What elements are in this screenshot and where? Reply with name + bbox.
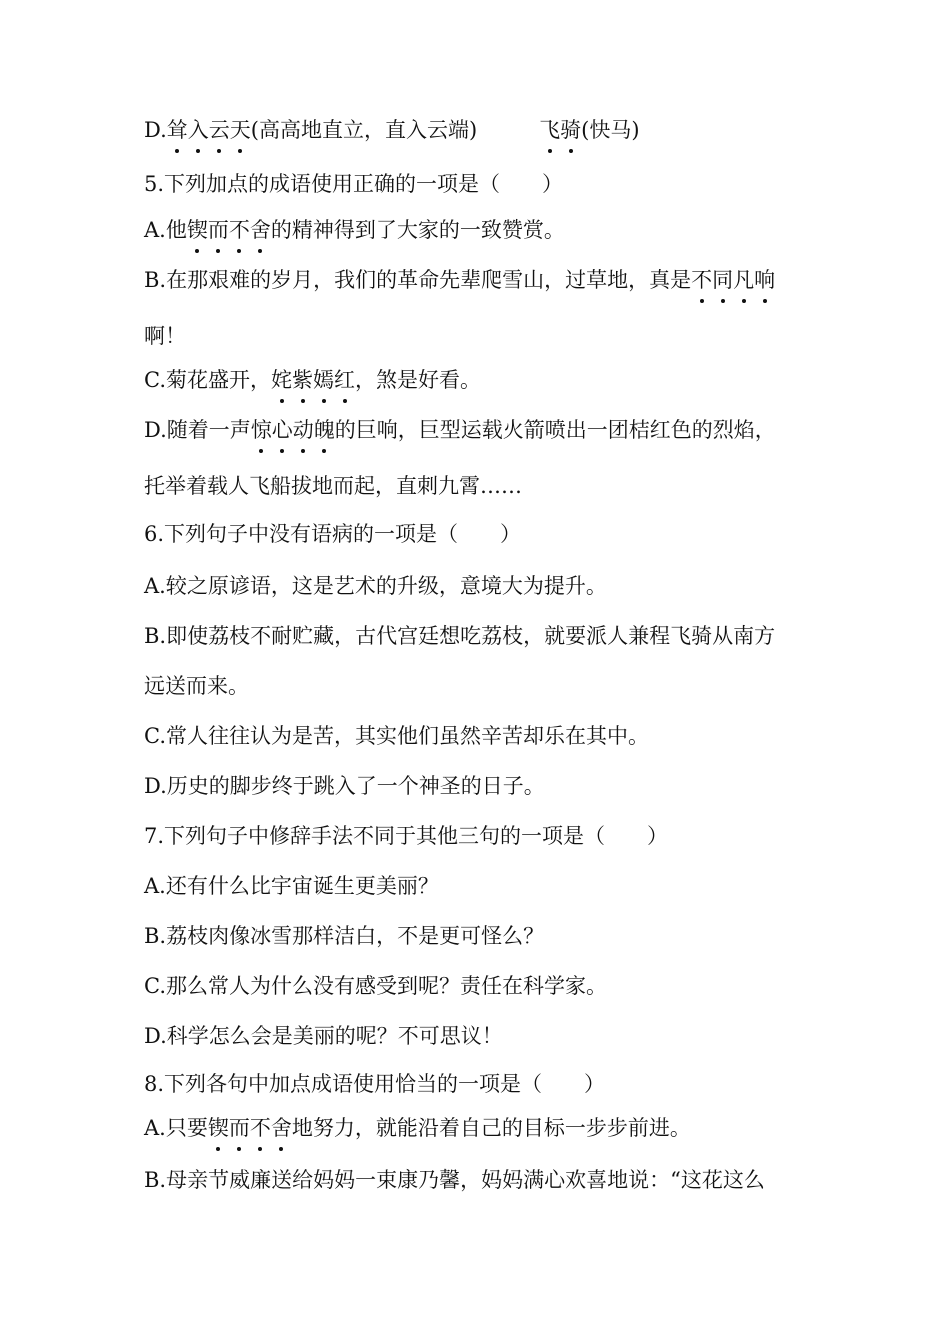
emphasis-char: 不 [249,1116,271,1140]
emphasis-char: 响 [754,268,776,292]
emphasis-char: 嫣 [313,368,334,392]
q7-stem: 7.下列句子中修辞手法不同于其他三句的一项是（ ） [144,824,669,848]
emphasis-char: 魄 [313,418,335,442]
q8-option-a: A.只要锲而不舍地努力，就能沿着自己的目标一步步前进。 [144,1116,691,1140]
q5-option-d-cont: 托举着载人飞船拔地而起，直刺九霄…… [144,474,522,498]
dotted-idiom [208,1116,292,1140]
dotted-word [539,118,581,142]
q6-option-a: A.较之原谚语，这是艺术的升级，意境大为提升。 [144,574,607,598]
emphasis-char: 舍 [270,1116,292,1140]
q7-option-d: D.科学怎么会是美丽的呢？不可思议！ [144,1024,503,1048]
q5-option-a: A.他锲而不舍的精神得到了大家的一致赞赏。 [144,218,565,242]
emphasis-char: 凡 [733,268,755,292]
q8-stem: 8.下列各句中加点成语使用恰当的一项是（ ） [144,1072,606,1096]
emphasis-char: 飞 [539,118,561,142]
emphasis-char: 紫 [292,368,313,392]
dotted-word [167,118,251,142]
emphasis-char: 动 [292,418,314,442]
dotted-idiom [187,218,271,242]
emphasis-char: 骑 [560,118,582,142]
q6-option-c: C.常人往往认为是苦，其实他们虽然辛苦却乐在其中。 [144,724,649,748]
emphasis-char: 红 [334,368,355,392]
emphasis-char: 不 [228,218,250,242]
emphasis-char: 锲 [186,218,208,242]
q6-option-b: B.即使荔枝不耐贮藏，古代宫廷想吃荔枝，就要派人兼程飞骑从南方 [144,624,776,648]
q6-option-d: D.历史的脚步终于跳入了一个神圣的日子。 [144,774,545,798]
q5-option-b-cont: 啊！ [144,324,186,348]
q4-option-d: D.耸入云天(高高地直立，直入云端) 飞骑(快马) [144,118,640,142]
emphasis-char: 而 [228,1116,250,1140]
q7-option-c: C.那么常人为什么没有感受到呢？责任在科学家。 [144,974,607,998]
emphasis-char: 同 [712,268,734,292]
q8-option-b: B.母亲节威廉送给妈妈一束康乃馨，妈妈满心欢喜地说：“这花这么 [144,1168,765,1192]
emphasis-char: 而 [207,218,229,242]
emphasis-char: 姹 [271,368,292,392]
q5-option-c: C.菊花盛开，姹紫嫣红，煞是好看。 [144,368,481,392]
q5-option-b: B.在那艰难的岁月，我们的革命先辈爬雪山，过草地，真是不同凡响 [144,268,776,292]
dotted-idiom [271,368,355,392]
q5-option-d: D.随着一声惊心动魄的巨响，巨型运载火箭喷出一团桔红色的烈焰， [144,418,776,442]
q7-option-b: B.荔枝肉像冰雪那样洁白，不是更可怪么？ [144,924,545,948]
q6-option-b-cont: 远送而来。 [144,674,249,698]
emphasis-char: 心 [271,418,293,442]
dotted-idiom [691,268,775,292]
emphasis-char: 耸 [166,118,188,142]
q7-option-a: A.还有什么比宇宙诞生更美丽？ [144,874,439,898]
q6-stem: 6.下列句子中没有语病的一项是（ ） [144,522,522,546]
emphasis-char: 锲 [207,1116,229,1140]
emphasis-char: 惊 [250,418,272,442]
q5-stem: 5.下列加点的成语使用正确的一项是（ ） [144,172,564,196]
emphasis-char: 不 [691,268,713,292]
emphasis-char: 云 [208,118,230,142]
dotted-idiom [251,418,335,442]
emphasis-char: 舍 [249,218,271,242]
emphasis-char: 天 [229,118,251,142]
emphasis-char: 入 [187,118,209,142]
